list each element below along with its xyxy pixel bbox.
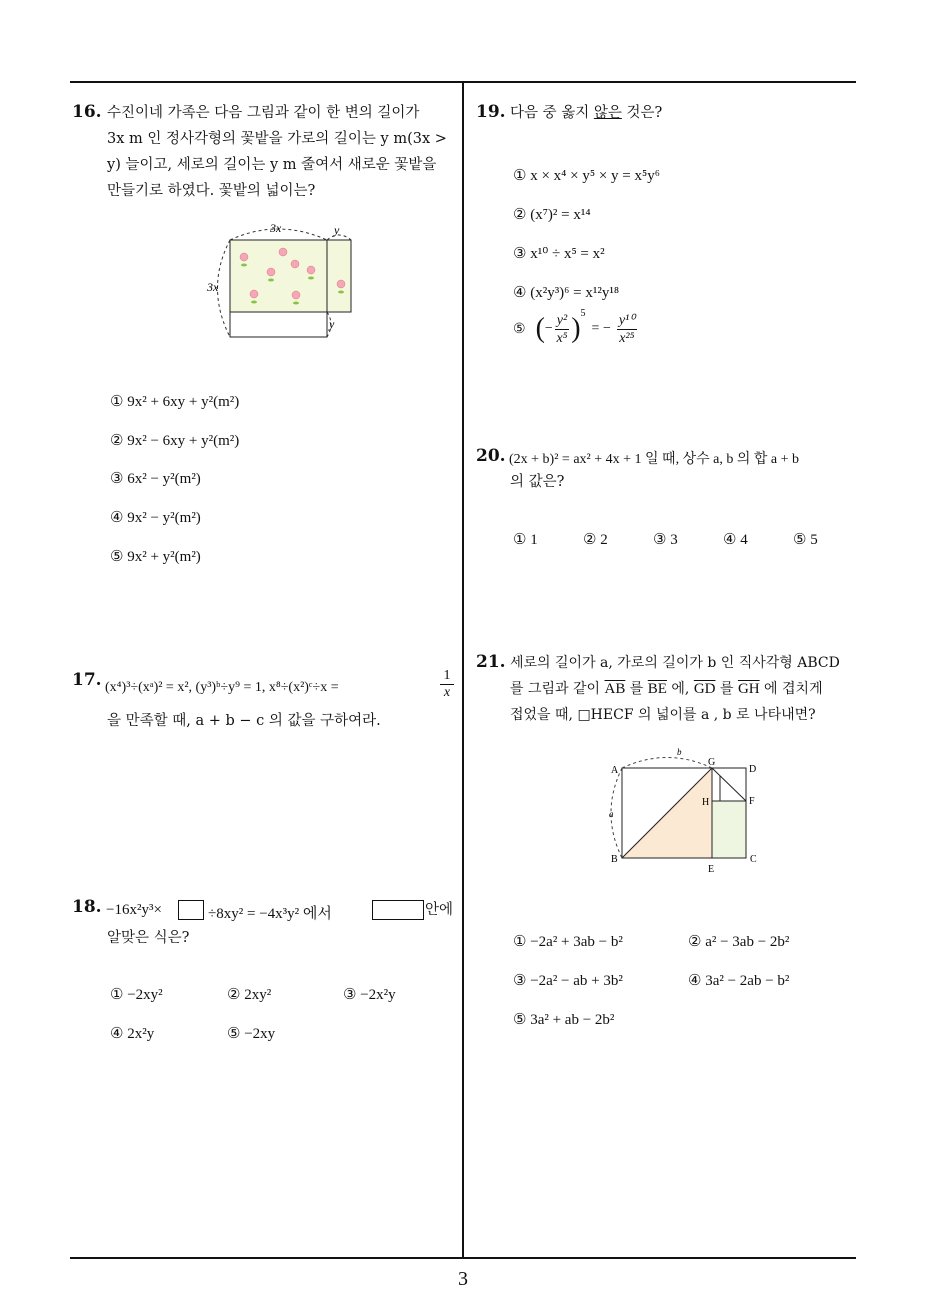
q18-option-1[interactable]: ① −2xy² — [110, 987, 163, 1003]
q20-option-3[interactable]: ③ 3 — [653, 532, 678, 548]
q19-opt5-rhs-num: y¹⁰ — [618, 312, 635, 328]
flower-icon — [279, 248, 287, 256]
q21-line3: 접었을 때, □HECF 의 넓이를 a , b 로 나타내면? — [510, 707, 816, 723]
q18-line2: 알맞은 식은? — [107, 930, 190, 946]
removed-strip — [230, 312, 327, 337]
label-top-y: y — [334, 223, 340, 237]
leaf-icon — [308, 277, 314, 280]
q19-opt5-eq: = − — [591, 321, 611, 336]
q21-number: 21. — [476, 652, 506, 672]
label-b: b — [677, 747, 682, 757]
flower-icon — [307, 266, 315, 274]
q16-line4: 만들기로 하였다. 꽃밭의 넓이는? — [107, 183, 316, 199]
q19-option-3[interactable]: ③ x¹⁰ ÷ x⁵ = x² — [513, 246, 605, 262]
q19-opt5-lparen: ( — [535, 313, 545, 344]
q17-line2: 을 만족할 때, a + b − c 의 값을 구하여라. — [107, 713, 381, 729]
q19-text — [510, 100, 662, 126]
q18-option-2[interactable]: ② 2xy² — [227, 987, 272, 1003]
q21-line2-e: 에 겹치게 — [759, 681, 823, 697]
q20-option-4[interactable]: ④ 4 — [723, 532, 748, 548]
q17-frac-num: 1 — [440, 668, 454, 685]
q20-option-1[interactable]: ① 1 — [513, 532, 538, 548]
q16-flowerbed-figure — [205, 220, 365, 345]
bottom-rule — [70, 1257, 856, 1259]
leaf-icon — [241, 264, 247, 267]
q16-option-2[interactable]: ② 9x² − 6xy + y²(m²) — [110, 433, 240, 449]
label-top-3x: 3x — [270, 221, 282, 235]
q21-line2-c: 에, — [666, 681, 694, 697]
q19-option-5[interactable] — [513, 308, 637, 350]
q16-option-3[interactable]: ③ 6x² − y²(m²) — [110, 471, 201, 487]
q18-blank-box-2[interactable] — [372, 900, 424, 920]
label-a: a — [609, 809, 614, 819]
q19-opt5-exp: 5 — [580, 308, 586, 319]
q17-fraction — [440, 668, 454, 701]
q21-option-2[interactable]: ② a² − 3ab − 2b² — [688, 934, 790, 950]
q21-rectangle-figure — [600, 745, 770, 880]
arc-b — [622, 758, 712, 769]
label-left-3x: 3x — [207, 280, 219, 294]
q21-line2 — [510, 676, 823, 702]
flower-icon — [267, 268, 275, 276]
q19-option-4[interactable]: ④ (x²y³)⁶ = x¹²y¹⁸ — [513, 285, 620, 301]
q19-opt5-lhs-num: y² — [556, 312, 568, 328]
q17-line1: (x⁴)³÷(xᵃ)² = x², (y³)ᵇ÷y⁹ = 1, x⁸÷(x²)ᶜ÷x = — [105, 680, 339, 695]
column-divider — [462, 83, 464, 1259]
label-E: E — [708, 864, 715, 875]
q16-option-5[interactable]: ⑤ 9x² + y²(m²) — [110, 549, 201, 565]
q21-option-3[interactable]: ③ −2a² − ab + 3b² — [513, 973, 623, 989]
flower-icon — [291, 260, 299, 268]
q19-opt5-minus: − — [544, 321, 553, 336]
flower-icon — [250, 290, 258, 298]
q16-line3: y) 늘이고, 세로의 길이는 y m 줄여서 새로운 꽃밭을 — [107, 157, 437, 173]
label-B: B — [611, 854, 618, 865]
q16-line1: 수진이네 가족은 다음 그림과 같이 한 변의 길이가 — [107, 105, 420, 121]
q18-number: 18. — [72, 897, 102, 917]
q19-text-underline: 않은 — [593, 105, 622, 121]
q19-text-b: 것은? — [621, 105, 663, 121]
added-strip — [327, 240, 351, 312]
leaf-icon — [293, 302, 299, 305]
label-F: F — [749, 796, 755, 807]
q17-number: 17. — [72, 670, 102, 690]
q18-line1-b: ÷8xy² = −4x³y² 에서 — [208, 906, 332, 922]
q18-blank-box-1 — [178, 900, 204, 920]
flower-icon — [240, 253, 248, 261]
flowerbed-square — [230, 240, 327, 312]
q20-line1: (2x + b)² = ax² + 4x + 1 일 때, 상수 a, b 의 합 a + b — [509, 452, 799, 467]
q21-line1: 세로의 길이가 a, 가로의 길이가 b 인 직사각형 ABCD — [510, 655, 840, 671]
left-dimension-arc — [218, 240, 231, 337]
flower-icon — [292, 291, 300, 299]
leaf-icon — [251, 301, 257, 304]
fold-line-gf — [712, 768, 746, 801]
q19-opt5-rhs-frac — [617, 312, 637, 347]
q17-frac-den: x — [443, 685, 451, 700]
q19-opt5-rhs-den: x²⁵ — [619, 330, 635, 346]
q16-option-4[interactable]: ④ 9x² − y²(m²) — [110, 510, 201, 526]
label-G: G — [708, 757, 716, 768]
q19-text-a: 다음 중 옳지 — [510, 105, 594, 121]
q21-line2-b: 를 — [625, 681, 648, 697]
q20-option-5[interactable]: ⑤ 5 — [793, 532, 818, 548]
q16-text — [107, 100, 457, 204]
q19-opt5-circle: ⑤ — [513, 321, 526, 337]
label-C: C — [750, 854, 757, 865]
label-A: A — [611, 765, 619, 776]
flower-icon — [337, 280, 345, 288]
q18-option-3[interactable]: ③ −2x²y — [343, 987, 396, 1003]
q20-option-2[interactable]: ② 2 — [583, 532, 608, 548]
q21-option-4[interactable]: ④ 3a² − 2ab − b² — [688, 973, 790, 989]
q21-option-5[interactable]: ⑤ 3a² + ab − 2b² — [513, 1012, 615, 1028]
q20-number: 20. — [476, 446, 506, 466]
q19-opt5-lhs-frac — [555, 312, 569, 347]
label-H: H — [702, 797, 710, 808]
q21-line2-a: 를 그림과 같이 — [510, 681, 605, 697]
q20-line2: 의 값은? — [510, 474, 565, 490]
q18-line1-c: 안에 — [425, 902, 454, 918]
leaf-icon — [268, 279, 274, 282]
q16-number: 16. — [72, 102, 102, 122]
q21-seg-gh: $\overline{GH}$ — [737, 681, 760, 697]
q19-number: 19. — [476, 102, 506, 122]
q18-option-5[interactable]: ⑤ −2xy — [227, 1026, 276, 1042]
q16-line2: 3x m 인 정사각형의 꽃밭을 가로의 길이는 y m(3x > — [107, 131, 447, 147]
q16-option-1[interactable]: ① 9x² + 6xy + y²(m²) — [110, 394, 240, 410]
q21-seg-be: $\overline{BE}$ — [647, 681, 667, 697]
q19-option-2[interactable]: ② (x⁷)² = x¹⁴ — [513, 207, 591, 223]
rect-hecf — [712, 801, 746, 858]
page-number: 3 — [458, 1268, 468, 1290]
q21-seg-gd: $\overline{GD}$ — [693, 681, 716, 697]
q19-opt5-rparen: ) — [571, 313, 581, 344]
q18-line1-a: −16x²y³× — [106, 902, 162, 918]
q21-line2-d: 를 — [715, 681, 738, 697]
label-D: D — [749, 764, 757, 775]
q18-option-4[interactable]: ④ 2x²y — [110, 1026, 155, 1042]
q19-option-1[interactable]: ① x × x⁴ × y⁵ × y = x⁵y⁶ — [513, 168, 660, 184]
label-bottom-y: y — [329, 317, 335, 331]
q21-seg-ab: $\overline{AB}$ — [604, 681, 626, 697]
q19-opt5-lhs-den: x⁵ — [556, 330, 568, 346]
leaf-icon — [338, 291, 344, 294]
q21-option-1[interactable]: ① −2a² + 3ab − b² — [513, 934, 623, 950]
